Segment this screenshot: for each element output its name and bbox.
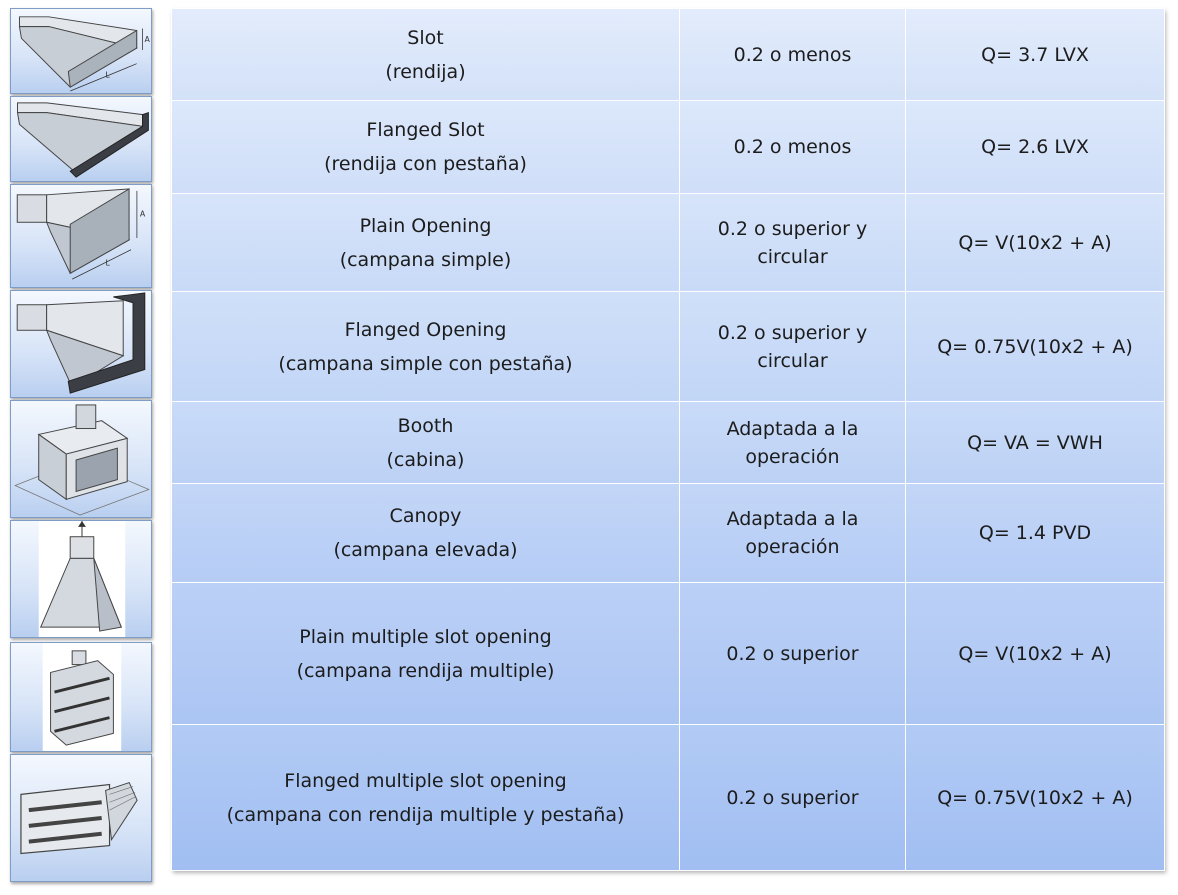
hood-type-cell [172, 484, 680, 583]
aspect-ratio-cell: 0.2 o menos [680, 101, 906, 194]
hood-diagram-column [0, 0, 160, 895]
table-row [172, 292, 1165, 402]
flanged-opening-hood-icon [10, 290, 152, 398]
table-row [172, 101, 1165, 194]
flanged-multiple-slot-hood-icon [10, 754, 152, 882]
hood-type-cell [172, 402, 680, 484]
formula-cell: Q= 0.75V(10x2 + A) [906, 292, 1165, 402]
aspect-ratio-cell: 0.2 o superior [680, 725, 906, 871]
multiple-slot-hood-icon [10, 642, 152, 752]
aspect-ratio-cell: Adaptada a la operación [680, 484, 906, 583]
booth-hood-icon [10, 400, 152, 518]
table-row [172, 583, 1165, 725]
canopy-hood-icon [10, 520, 152, 638]
aspect-ratio-cell: 0.2 o superior y circular [680, 194, 906, 292]
aspect-ratio-cell: 0.2 o superior y circular [680, 292, 906, 402]
hood-type-cell [172, 101, 680, 194]
hood-type-cell [172, 194, 680, 292]
table-row [172, 194, 1165, 292]
aspect-ratio-cell: 0.2 o menos [680, 9, 906, 101]
length-label: L [105, 258, 110, 268]
slot-hood-icon [10, 8, 152, 94]
formula-cell: Q= 1.4 PVD [906, 484, 1165, 583]
hood-subname: (campana simple con pestaña) [278, 352, 573, 375]
formula-cell: Q= 0.75V(10x2 + A) [906, 725, 1165, 871]
hood-name: Flanged Slot [366, 119, 485, 141]
hood-name: Plain multiple slot opening [299, 625, 552, 648]
length-label: L [105, 70, 110, 80]
hood-subname: (campana simple) [339, 248, 512, 271]
height-label: A [144, 35, 150, 45]
hood-subname: (cabina) [386, 448, 465, 471]
aspect-ratio-cell: 0.2 o superior [680, 583, 906, 725]
hood-type-cell [172, 583, 680, 725]
formula-cell: Q= 3.7 LVX [906, 9, 1165, 101]
hood-subname: (rendija con pestaña) [324, 153, 527, 175]
hood-name: Slot [407, 26, 444, 49]
hood-name: Flanged Opening [344, 318, 507, 341]
table-row [172, 725, 1165, 871]
hood-type-cell [172, 9, 680, 101]
hood-subname: (campana elevada) [333, 539, 518, 561]
hood-name: Canopy [389, 505, 462, 527]
formula-cell: Q= 2.6 LVX [906, 101, 1165, 194]
hood-subname: (campana rendija multiple) [296, 659, 555, 682]
plain-opening-hood-icon [10, 184, 152, 288]
hood-type-cell [172, 292, 680, 402]
table-row [172, 402, 1165, 484]
hood-name: Plain Opening [359, 214, 492, 237]
flanged-slot-hood-icon [10, 96, 152, 182]
hood-subname: (campana con rendija multiple y pestaña) [226, 803, 625, 826]
table-row [172, 9, 1165, 101]
hood-name: Booth [397, 414, 454, 437]
hood-table [171, 8, 1164, 870]
hood-name: Flanged multiple slot opening [284, 769, 567, 792]
hood-type-cell [172, 725, 680, 871]
formula-cell: Q= V(10x2 + A) [906, 583, 1165, 725]
table-row [172, 484, 1165, 583]
formula-cell: Q= VA = VWH [906, 402, 1165, 484]
height-label: A [139, 209, 146, 219]
formula-cell: Q= V(10x2 + A) [906, 194, 1165, 292]
hood-subname: (rendija) [385, 60, 466, 83]
aspect-ratio-cell: Adaptada a la operación [680, 402, 906, 484]
